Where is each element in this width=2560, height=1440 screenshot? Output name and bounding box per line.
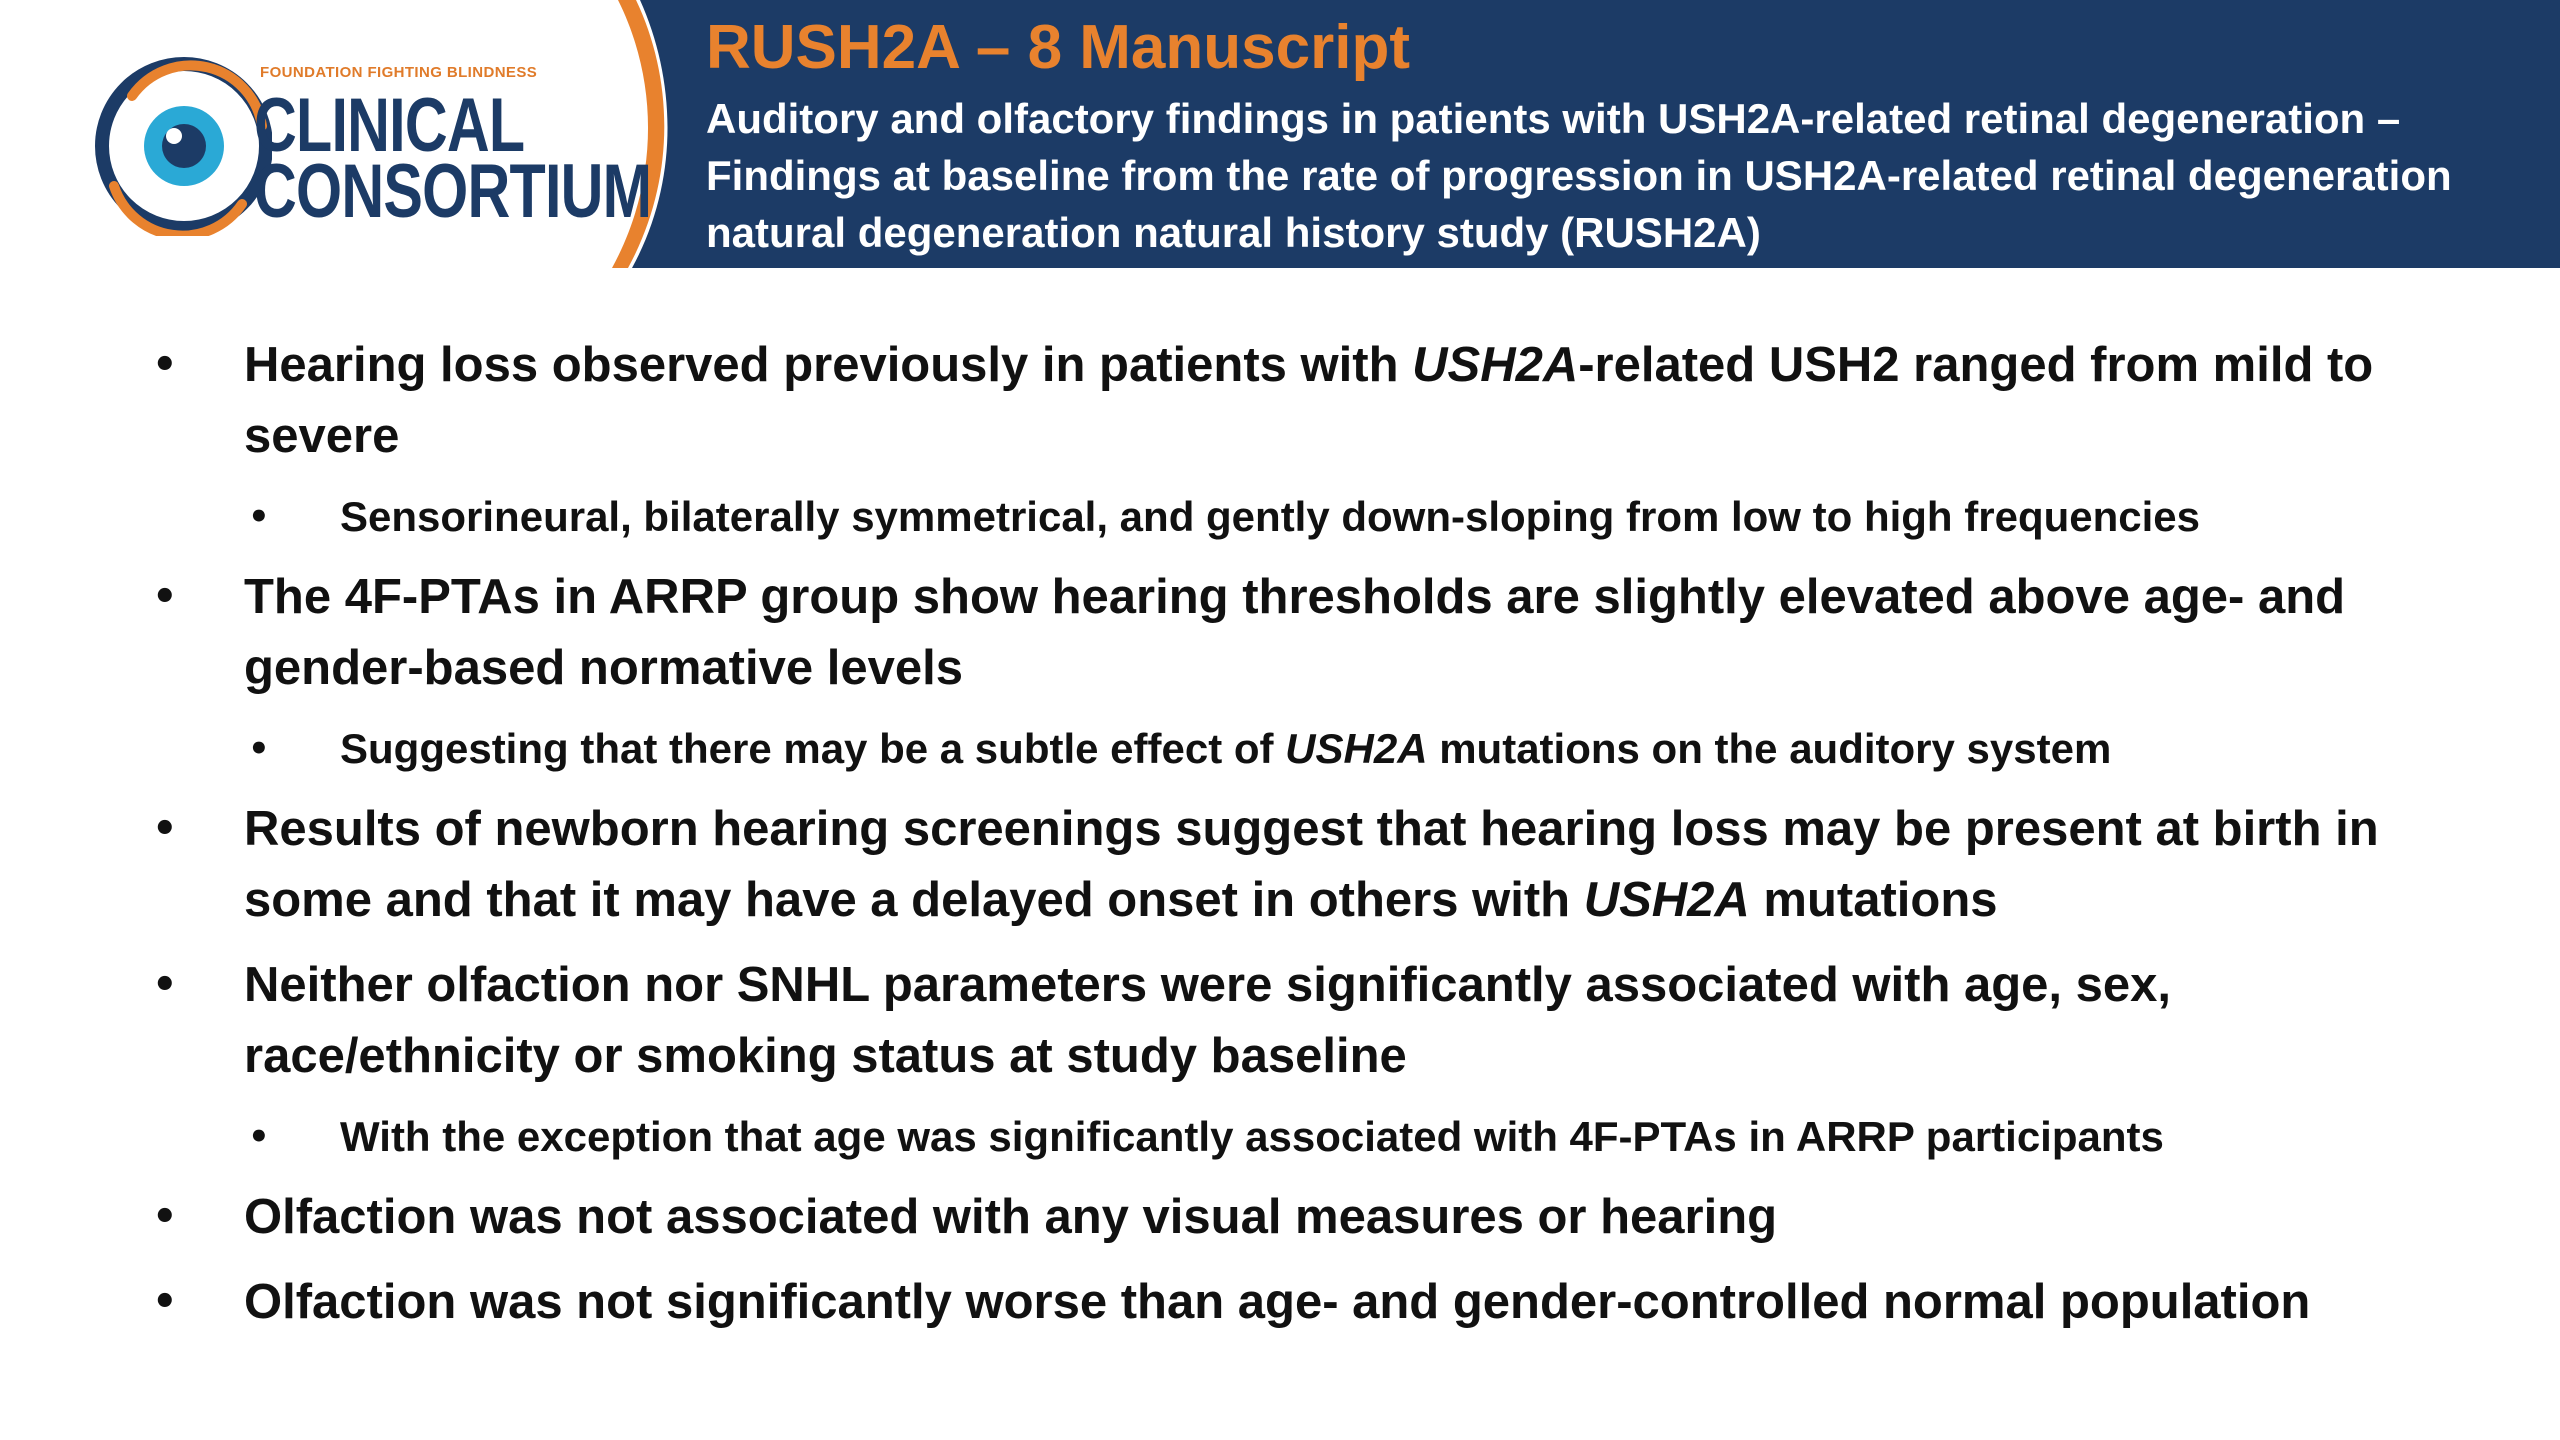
bullet-marker: • <box>152 962 178 1008</box>
bullet-text-run: -related USH2 ranged from mild to severe <box>244 338 2374 463</box>
bullet-text <box>244 1275 2310 1329</box>
bullet-text <box>340 493 2200 540</box>
bullet-item <box>0 950 2560 1092</box>
bullet-list <box>0 330 2560 1352</box>
bullet-marker: • <box>152 806 178 852</box>
logo-wordmark-line2: CONSORTIUM <box>254 149 652 234</box>
bullet-item <box>0 794 2560 936</box>
title-block <box>706 10 2536 261</box>
clinical-consortium-logo <box>92 56 652 236</box>
bullet-text-run: Neither olfaction nor SNHL parameters were significantly associated with age, sex, race/ethnicity or smoking status at study baseline <box>244 958 2172 1083</box>
sub-bullet-item <box>0 1106 2560 1168</box>
bullet-item <box>0 1267 2560 1338</box>
sub-bullet-item <box>0 718 2560 780</box>
bullet-text <box>244 570 2345 695</box>
logo-wordmark-line1: CLINICAL <box>254 83 525 168</box>
bullet-text <box>340 725 2111 772</box>
bullet-marker: • <box>152 574 178 620</box>
bullet-text-run: mutations <box>1749 873 1998 927</box>
bullet-text <box>244 802 2379 927</box>
bullet-text <box>340 1113 2164 1160</box>
bullet-marker: • <box>152 1279 178 1325</box>
logo-foundation-text: FOUNDATION FIGHTING BLINDNESS <box>260 64 538 81</box>
slide-title: RUSH2A – 8 Manuscript <box>706 13 1410 82</box>
bullet-text-run: Olfaction was not associated with any visual measures or hearing <box>244 1190 1778 1244</box>
gene-name-italic: USH2A <box>1285 725 1428 772</box>
bullet-text-run: Results of newborn hearing screenings suggest that hearing loss may be present at birth in some and that it may have a delayed onset in others with <box>244 802 2379 927</box>
bullet-text-run: mutations on the auditory system <box>1427 725 2112 772</box>
bullet-text <box>244 958 2171 1083</box>
bullet-text <box>244 1190 1777 1244</box>
bullet-marker: • <box>248 729 270 769</box>
bullet-text-run: Suggesting that there may be a subtle effect of <box>340 725 1286 772</box>
bullet-item <box>0 1182 2560 1253</box>
bullet-marker: • <box>248 1117 270 1157</box>
bullet-text-run: The 4F-PTAs in ARRP group show hearing thresholds are slightly elevated above age- and gender-based normative levels <box>244 570 2346 695</box>
bullet-item <box>0 562 2560 704</box>
eye-icon <box>92 56 272 236</box>
bullet-text-run: With the exception that age was significantly associated with 4F-PTAs in ARRP participants <box>340 1113 2164 1160</box>
bullet-text <box>244 338 2373 463</box>
bullet-marker: • <box>152 342 178 388</box>
gene-name-italic: USH2A <box>1583 873 1750 927</box>
bullet-text-run: Olfaction was not significantly worse than age- and gender-controlled normal population <box>244 1275 2311 1329</box>
bullet-text-run: Sensorineural, bilaterally symmetrical, and gently down-sloping from low to high frequencies <box>340 493 2201 540</box>
gene-name-italic: USH2A <box>1412 338 1579 392</box>
sub-bullet-item <box>0 486 2560 548</box>
bullet-marker: • <box>152 1194 178 1240</box>
slide-subtitle: Auditory and olfactory findings in patients with USH2A-related retinal degeneration – Findings at baseline from the rate of progression in USH2A-related retinal degeneration natural degeneration natural history study (RUSH2A) <box>706 95 2452 256</box>
bullet-text-run: Hearing loss observed previously in patients with <box>244 338 1413 392</box>
bullet-marker: • <box>248 497 270 537</box>
bullet-item <box>0 330 2560 472</box>
